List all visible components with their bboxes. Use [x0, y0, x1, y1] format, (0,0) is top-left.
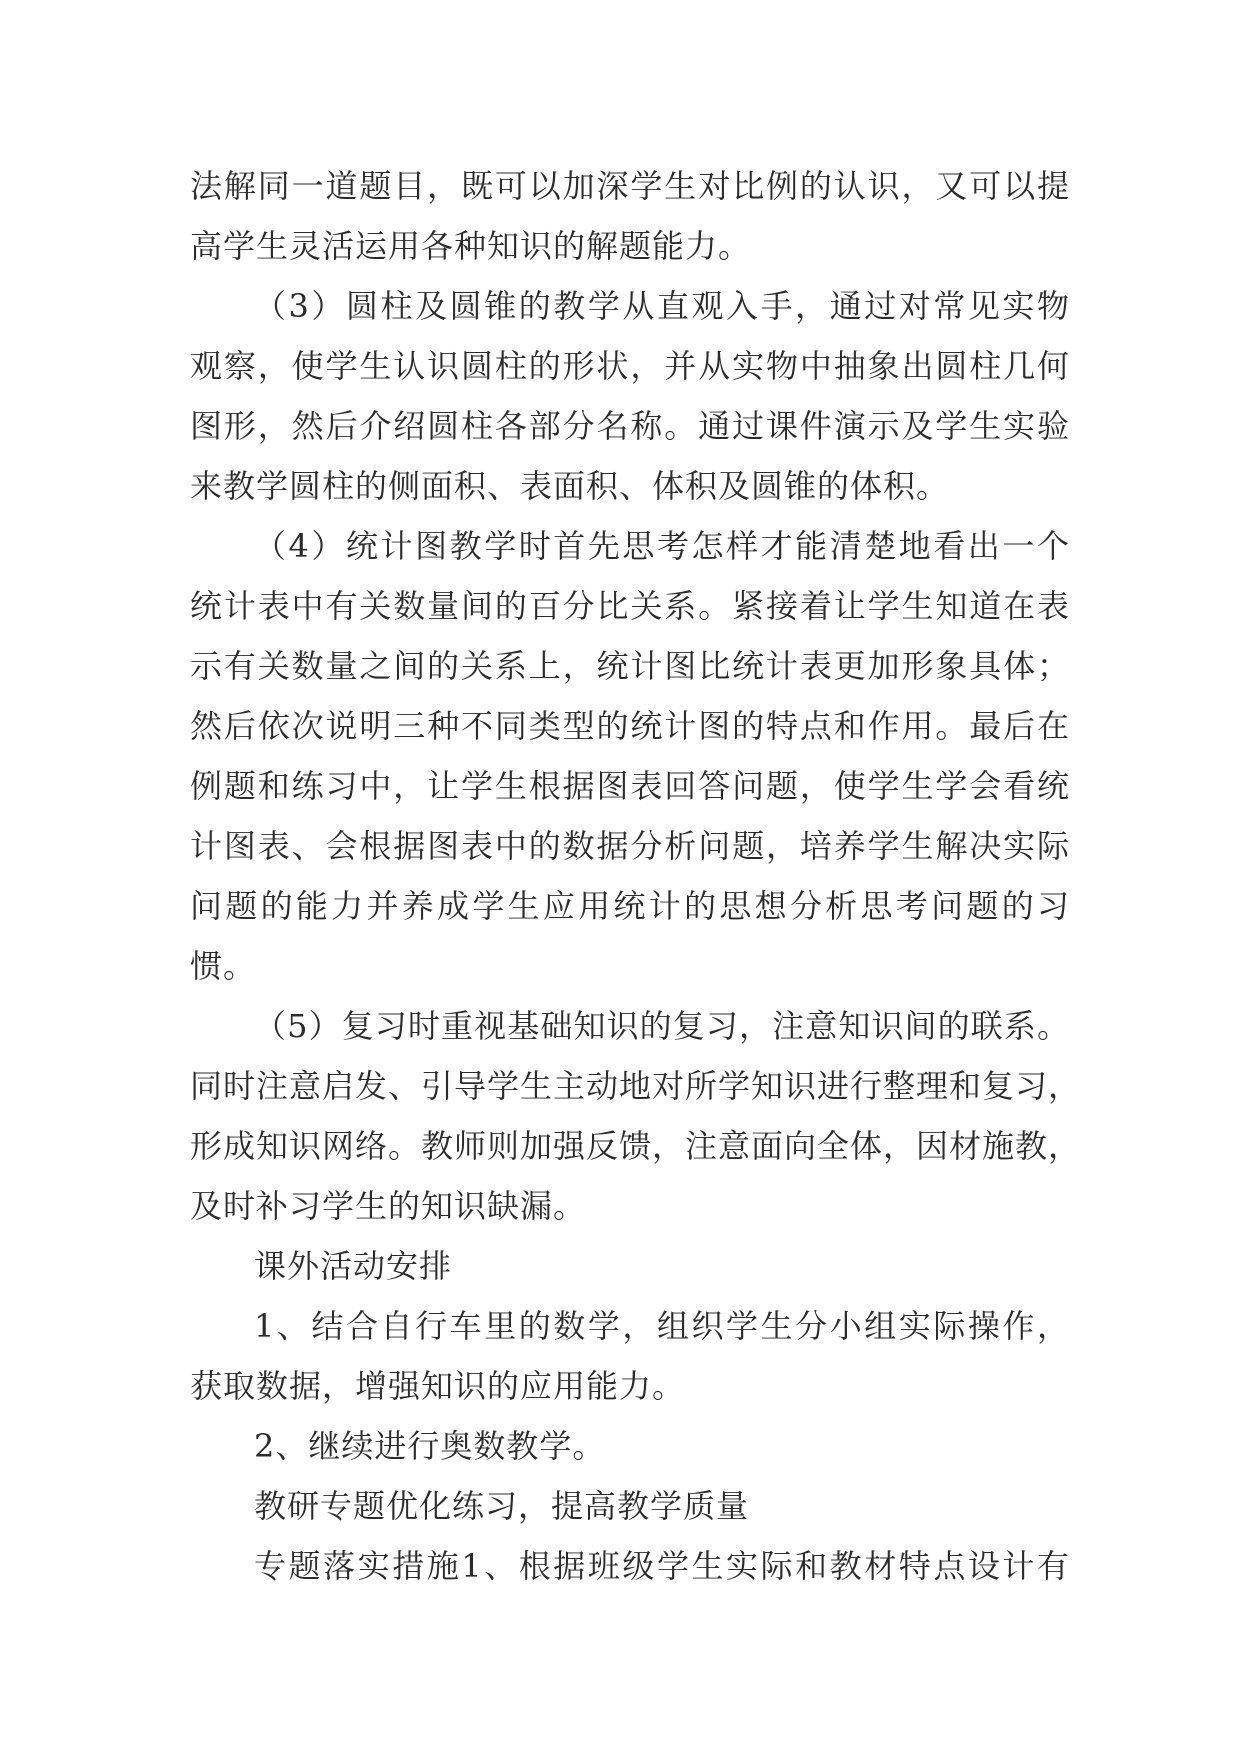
text-line: 惯。	[190, 947, 257, 985]
text-line: 2、继续进行奥数教学。	[254, 1427, 606, 1465]
text-line: 形成知识网络。教师则加强反馈，注意面向全体，因材施教，	[190, 1127, 1082, 1165]
text-line: （5）复习时重视基础知识的复习，注意知识间的联系。	[254, 1007, 1070, 1045]
text-line: 统计表中有关数量间的百分比关系。紧接着让学生知道在表	[190, 587, 1070, 625]
text-line: 高学生灵活运用各种知识的解题能力。	[190, 227, 752, 265]
text-line: 法解同一道题目，既可以加深学生对比例的认识，又可以提	[190, 167, 1070, 205]
text-line: 1、结合自行车里的数学，组织学生分小组实际操作，	[254, 1307, 1070, 1345]
text-line: 然后依次说明三种不同类型的统计图的特点和作用。最后在	[190, 707, 1070, 745]
text-line: 来教学圆柱的侧面积、表面积、体积及圆锥的体积。	[190, 467, 950, 505]
text-line: 及时补习学生的知识缺漏。	[190, 1187, 587, 1225]
text-line: 同时注意启发、引导学生主动地对所学知识进行整理和复习，	[190, 1067, 1082, 1105]
text-line: 计图表、会根据图表中的数据分析问题，培养学生解决实际	[190, 827, 1070, 865]
text-line: （3）圆柱及圆锥的教学从直观入手，通过对常见实物	[254, 287, 1070, 325]
text-line: 示有关数量之间的关系上，统计图比统计表更加形象具体；	[190, 647, 1070, 685]
text-line: 问题的能力并养成学生应用统计的思想分析思考问题的习	[190, 887, 1070, 925]
text-line: 图形，然后介绍圆柱各部分名称。通过课件演示及学生实验	[190, 407, 1070, 445]
section-heading: 课外活动安排	[254, 1247, 453, 1285]
text-line: 获取数据，增强知识的应用能力。	[190, 1367, 686, 1405]
text-line: 观察，使学生认识圆柱的形状，并从实物中抽象出圆柱几何	[190, 347, 1070, 385]
text-line: 专题落实措施1、根据班级学生实际和教材特点设计有	[254, 1547, 1070, 1585]
text-line: 例题和练习中，让学生根据图表回答问题，使学生学会看统	[190, 767, 1070, 805]
section-heading: 教研专题优化练习，提高教学质量	[254, 1487, 750, 1525]
text-line: （4）统计图教学时首先思考怎样才能清楚地看出一个	[254, 527, 1070, 565]
